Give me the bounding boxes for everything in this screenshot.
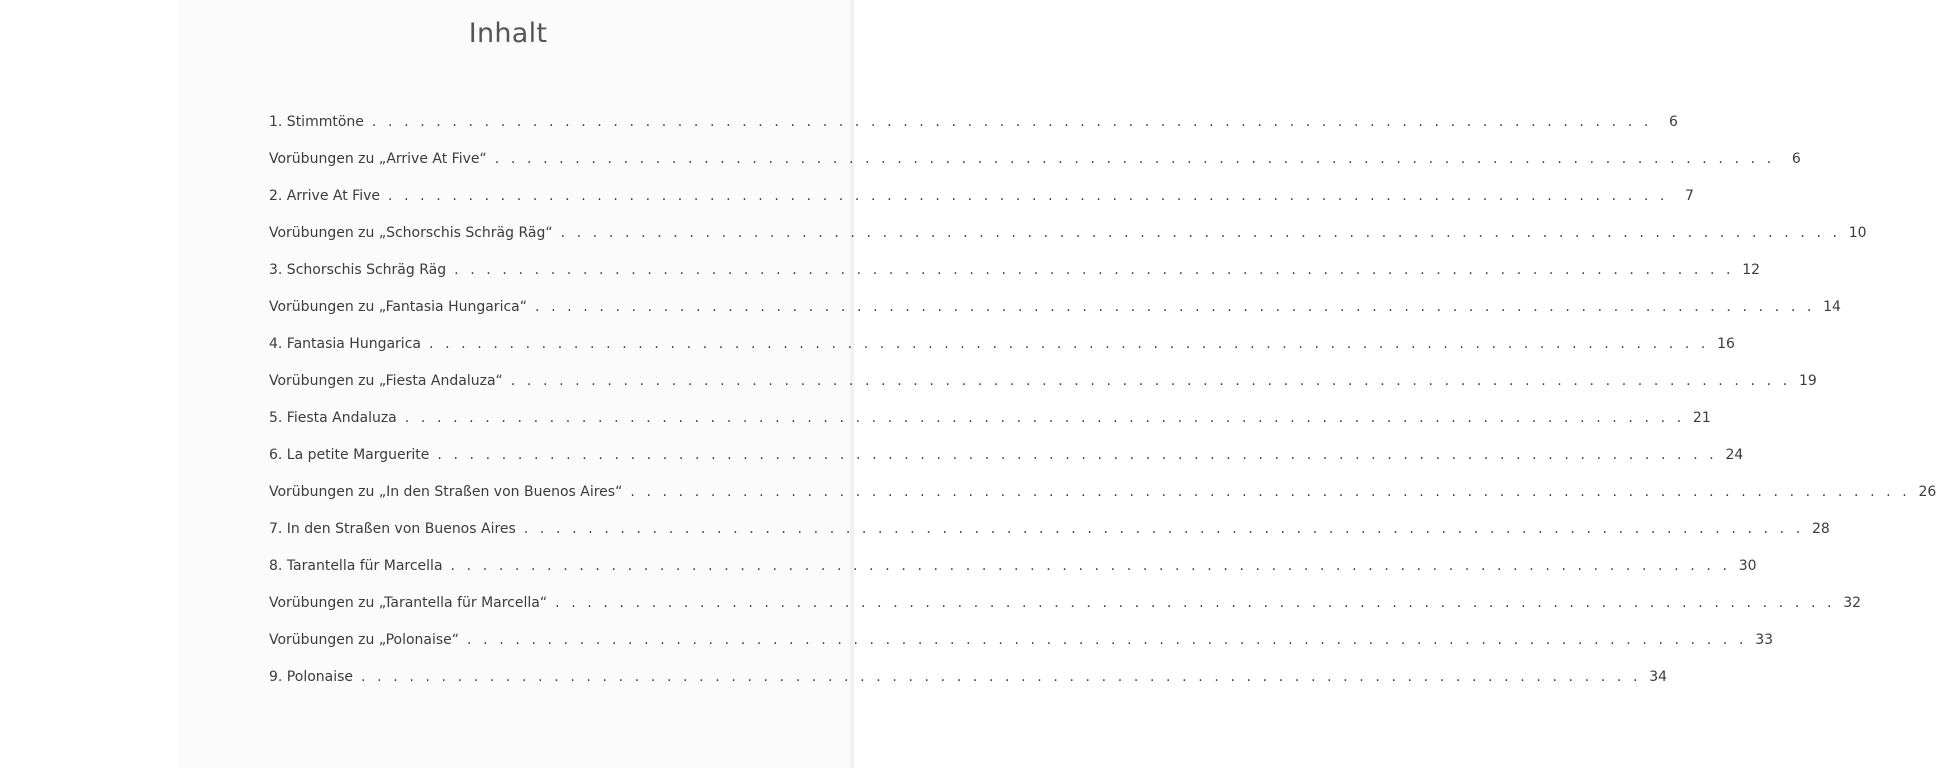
toc-entry-title: Vorübungen zu „In den Straßen von Buenos Aires“ <box>269 484 623 500</box>
toc-leader-dots: . . . . . . . . . . . . . . . . . . . . . . . . . . . . . . . . . . . . . . . . . . . . . . . . . . . . . . . . . . . . . . . . . . . . . . . . . . . . . . . . <box>630 484 1911 500</box>
toc-entry <box>269 225 1867 262</box>
toc-leader-dots: . . . . . . . . . . . . . . . . . . . . . . . . . . . . . . . . . . . . . . . . . . . . . . . . . . . . . . . . . . . . . . . . . . . . . . . . . . . . . . . . <box>428 336 1709 352</box>
toc-entry-title: 5. Fiesta Andaluza <box>269 410 397 426</box>
toc-entry-title: Vorübungen zu „Schorschis Schräg Räg“ <box>269 225 553 241</box>
toc-entry-title: 8. Tarantella für Marcella <box>269 558 443 574</box>
toc-entry-page-number: 21 <box>1692 410 1711 426</box>
toc-entry-page-number: 6 <box>1791 151 1801 167</box>
toc-entry-title: 7. In den Straßen von Buenos Aires <box>269 521 516 537</box>
toc-entry-page-number: 33 <box>1755 632 1774 648</box>
toc-leader-dots: . . . . . . . . . . . . . . . . . . . . . . . . . . . . . . . . . . . . . . . . . . . . . . . . . . . . . . . . . . . . . . . . . . . . . . . . . . . . . . . . <box>494 151 1775 167</box>
toc-entry-title: 6. La petite Marguerite <box>269 447 430 463</box>
toc-leader-dots: . . . . . . . . . . . . . . . . . . . . . . . . . . . . . . . . . . . . . . . . . . . . . . . . . . . . . . . . . . . . . . . . . . . . . . . . . . . . . . . . <box>437 447 1718 463</box>
toc-entry-page-number: 6 <box>1668 114 1678 130</box>
toc-leader-dots: . . . . . . . . . . . . . . . . . . . . . . . . . . . . . . . . . . . . . . . . . . . . . . . . . . . . . . . . . . . . . . . . . . . . . . . . . . . . . . . . <box>534 299 1815 315</box>
toc-entry <box>269 669 1668 706</box>
toc-entry-title: 1. Stimmtöne <box>269 114 364 130</box>
toc-entry-page-number: 32 <box>1843 595 1862 611</box>
toc-entry <box>269 521 1830 558</box>
toc-entry <box>269 151 1801 188</box>
toc-entry-title: Vorübungen zu „Tarantella für Marcella“ <box>269 595 548 611</box>
toc-entry <box>269 632 1774 669</box>
toc-entry <box>269 558 1757 595</box>
toc-leader-dots: . . . . . . . . . . . . . . . . . . . . . . . . . . . . . . . . . . . . . . . . . . . . . . . . . . . . . . . . . . . . . . . . . . . . . . . . . . . . . . . . <box>555 595 1836 611</box>
toc-leader-dots: . . . . . . . . . . . . . . . . . . . . . . . . . . . . . . . . . . . . . . . . . . . . . . . . . . . . . . . . . . . . . . . . . . . . . . . . . . . . . . . . <box>387 188 1668 204</box>
toc-entry-title: 9. Polonaise <box>269 669 354 685</box>
table-of-contents <box>269 114 1936 706</box>
toc-entry-page-number: 26 <box>1918 484 1936 500</box>
toc-entry-title: Vorübungen zu „Fiesta Andaluza“ <box>269 373 503 389</box>
toc-leader-dots: . . . . . . . . . . . . . . . . . . . . . . . . . . . . . . . . . . . . . . . . . . . . . . . . . . . . . . . . . . . . . . . . . . . . . . . . . . . . . . . . <box>560 225 1841 241</box>
toc-entry-page-number: 34 <box>1649 669 1668 685</box>
toc-leader-dots: . . . . . . . . . . . . . . . . . . . . . . . . . . . . . . . . . . . . . . . . . . . . . . . . . . . . . . . . . . . . . . . . . . . . . . . . . . . . . . . . <box>450 558 1731 574</box>
toc-entry-page-number: 24 <box>1725 447 1744 463</box>
toc-entry-page-number: 19 <box>1798 373 1817 389</box>
toc-leader-dots: . . . . . . . . . . . . . . . . . . . . . . . . . . . . . . . . . . . . . . . . . . . . . . . . . . . . . . . . . . . . . . . . . . . . . . . . . . . . . . . . <box>371 114 1652 130</box>
toc-entry-title: 2. Arrive At Five <box>269 188 380 204</box>
toc-entry-title: Vorübungen zu „Fantasia Hungarica“ <box>269 299 527 315</box>
toc-entry <box>269 114 1678 151</box>
toc-entry-page-number: 28 <box>1811 521 1830 537</box>
toc-entry-title: Vorübungen zu „Polonaise“ <box>269 632 460 648</box>
toc-leader-dots: . . . . . . . . . . . . . . . . . . . . . . . . . . . . . . . . . . . . . . . . . . . . . . . . . . . . . . . . . . . . . . . . . . . . . . . . . . . . . . . . <box>510 373 1791 389</box>
page-title: Inhalt <box>468 18 548 49</box>
toc-entry-page-number: 10 <box>1848 225 1867 241</box>
toc-entry <box>269 595 1862 632</box>
toc-entry <box>269 447 1744 484</box>
toc-leader-dots: . . . . . . . . . . . . . . . . . . . . . . . . . . . . . . . . . . . . . . . . . . . . . . . . . . . . . . . . . . . . . . . . . . . . . . . . . . . . . . . . <box>467 632 1748 648</box>
toc-entry-page-number: 14 <box>1823 299 1841 315</box>
toc-entry-title: Vorübungen zu „Arrive At Five“ <box>269 151 487 167</box>
toc-leader-dots: . . . . . . . . . . . . . . . . . . . . . . . . . . . . . . . . . . . . . . . . . . . . . . . . . . . . . . . . . . . . . . . . . . . . . . . . . . . . . . . . <box>454 262 1735 278</box>
toc-entry-page-number: 16 <box>1717 336 1735 352</box>
toc-leader-dots: . . . . . . . . . . . . . . . . . . . . . . . . . . . . . . . . . . . . . . . . . . . . . . . . . . . . . . . . . . . . . . . . . . . . . . . . . . . . . . . . <box>404 410 1685 426</box>
toc-entry-title: 4. Fantasia Hungarica <box>269 336 421 352</box>
toc-entry <box>269 336 1735 373</box>
toc-entry <box>269 299 1841 336</box>
toc-leader-dots: . . . . . . . . . . . . . . . . . . . . . . . . . . . . . . . . . . . . . . . . . . . . . . . . . . . . . . . . . . . . . . . . . . . . . . . . . . . . . . . . <box>523 521 1804 537</box>
toc-entry <box>269 188 1694 225</box>
toc-entry <box>269 484 1936 521</box>
toc-entry-page-number: 30 <box>1738 558 1757 574</box>
toc-entry-page-number: 7 <box>1685 188 1694 204</box>
toc-entry-title: 3. Schorschis Schräg Räg <box>269 262 447 278</box>
toc-leader-dots: . . . . . . . . . . . . . . . . . . . . . . . . . . . . . . . . . . . . . . . . . . . . . . . . . . . . . . . . . . . . . . . . . . . . . . . . . . . . . . . . <box>361 669 1642 685</box>
toc-entry <box>269 262 1761 299</box>
toc-entry <box>269 373 1817 410</box>
toc-entry-page-number: 12 <box>1742 262 1761 278</box>
toc-entry <box>269 410 1711 447</box>
